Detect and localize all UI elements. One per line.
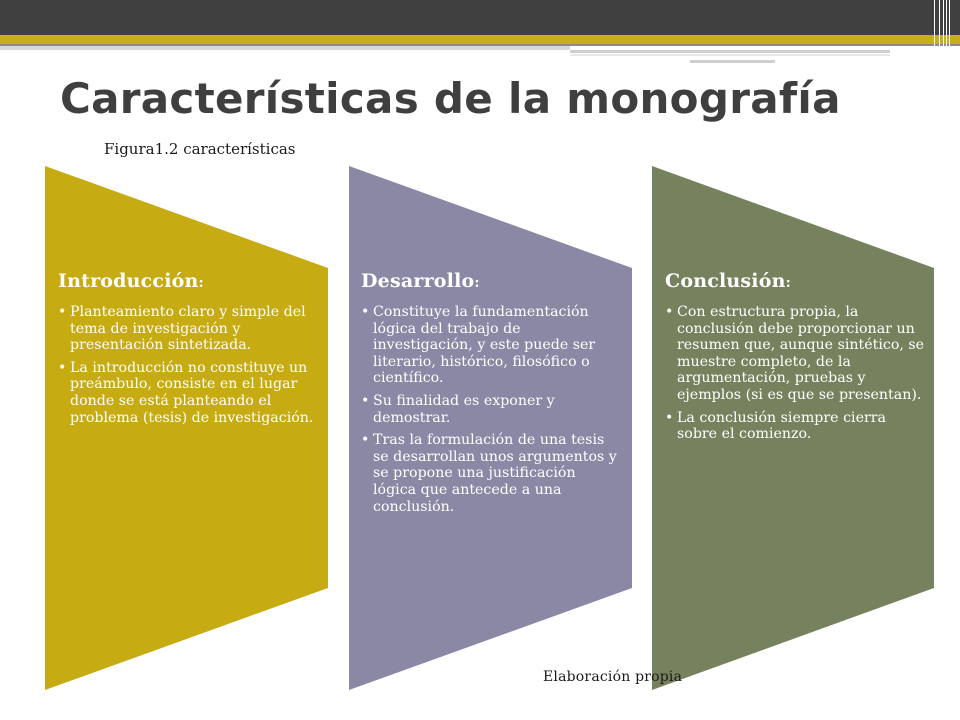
desarrollo-heading: Desarrollo: [361,270,480,292]
conclusion-list [665,304,927,443]
list-item: • La conclusión siempre cierra sobre el comienzo. [665,409,886,443]
intro-list [58,304,320,426]
source-credit: Elaboración propia [543,669,683,685]
figure-caption: Figura1.2 características [104,140,296,158]
list-item: • Tras la formulación de una tesis se desarrollan unos argumentos y se propone una justificación lógica que antecede a una conclusión. [361,432,617,515]
page-title: Características de la monografía [60,74,841,123]
conclusion-block [665,270,927,449]
list-item: • Constituye la fundamentación lógica del trabajo de investigación, y este puede ser literario, histórico, filosófico o científico. [361,304,596,387]
list-item: • Planteamiento claro y simple del tema de investigación y presentación sintetizada. [58,304,306,354]
list-item: • Su finalidad es exponer y demostrar. [361,392,555,426]
desarrollo-block [361,270,623,521]
intro-heading: Introducción: [58,270,204,292]
list-item: • La introducción no constituye un preámbulo, consiste en el lugar donde se está planteando el problema (tesis) de investigación. [58,359,314,426]
conclusion-heading: Conclusión: [665,270,791,292]
list-item: • Con estructura propia, la conclusión debe proporcionar un resumen que, aunque sintético, se muestre completo, de la argumentación, pruebas y ejemplos (si es que se presentan). [665,304,925,403]
intro-block [58,270,320,432]
desarrollo-list [361,304,623,515]
